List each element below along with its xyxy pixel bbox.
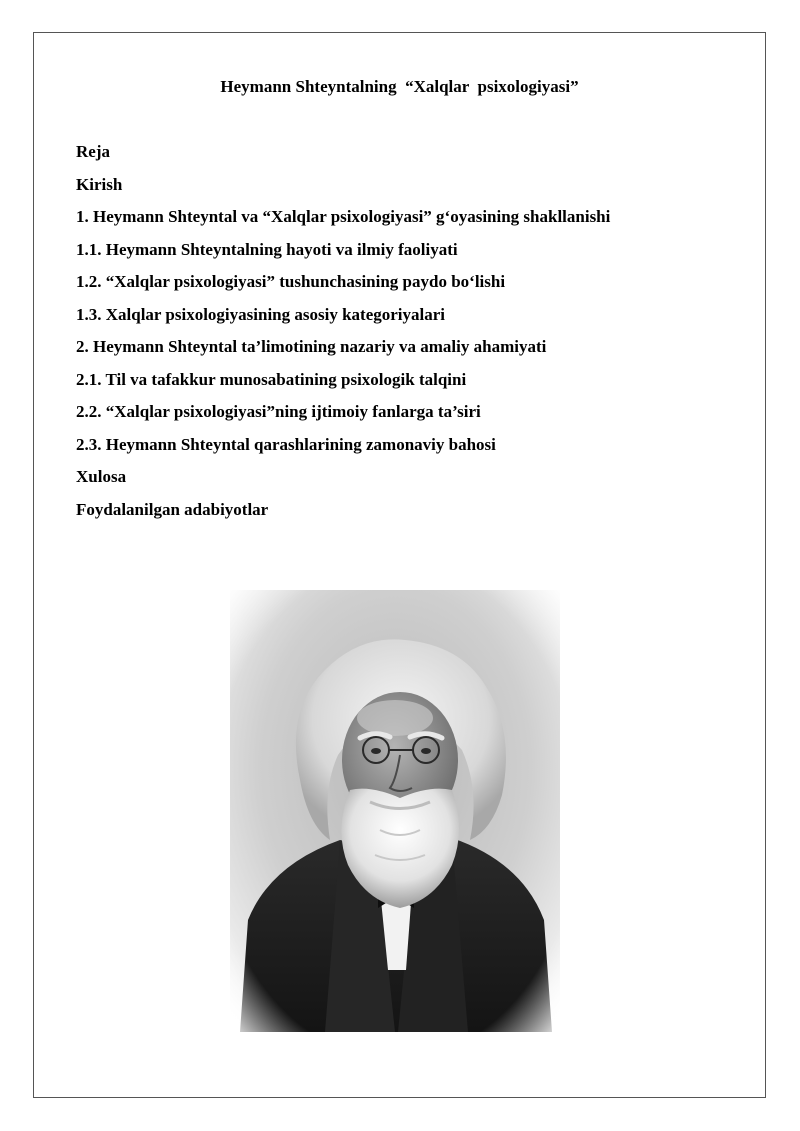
toc-item-1-1: 1.1. Heymann Shteyntalning hayoti va ilmiy faoliyati xyxy=(76,239,458,259)
portrait-illustration xyxy=(230,590,560,1032)
toc-heading-reja: Reja xyxy=(76,142,110,161)
toc-item-adabiyotlar: Foydalanilgan adabiyotlar xyxy=(76,499,269,519)
toc-item-1-3: 1.3. Xalqlar psixologiyasining asosiy kategoriyalari xyxy=(76,304,446,324)
toc-item-1-2: 1.2. “Xalqlar psixologiyasi” tushunchasining paydo bo‘lishi xyxy=(76,272,506,291)
toc-item-2-1: 2.1. Til va tafakkur munosabatining psixologik talqini xyxy=(76,369,467,389)
toc-item-1: 1. Heymann Shteyntal va “Xalqlar psixologiyasi” g‘oyasining shakllanishi xyxy=(76,207,611,226)
toc-item-2-2: 2.2. “Xalqlar psixologiyasi”ning ijtimoiy fanlarga ta’siri xyxy=(76,402,481,421)
toc-item-2-3: 2.3. Heymann Shteyntal qarashlarining zamonaviy bahosi xyxy=(76,434,496,454)
toc-item-2: 2. Heymann Shteyntal ta’limotining nazariy va amaliy ahamiyati xyxy=(76,337,547,356)
toc-item-xulosa: Xulosa xyxy=(76,467,127,486)
portrait-vignette xyxy=(230,590,560,1032)
portrait-photo xyxy=(230,590,560,1032)
toc-item-kirish: Kirish xyxy=(76,174,123,194)
table-of-contents xyxy=(76,140,610,530)
document-title: Heymann Shteyntalning “Xalqlar psixologiyasi” xyxy=(220,77,579,96)
